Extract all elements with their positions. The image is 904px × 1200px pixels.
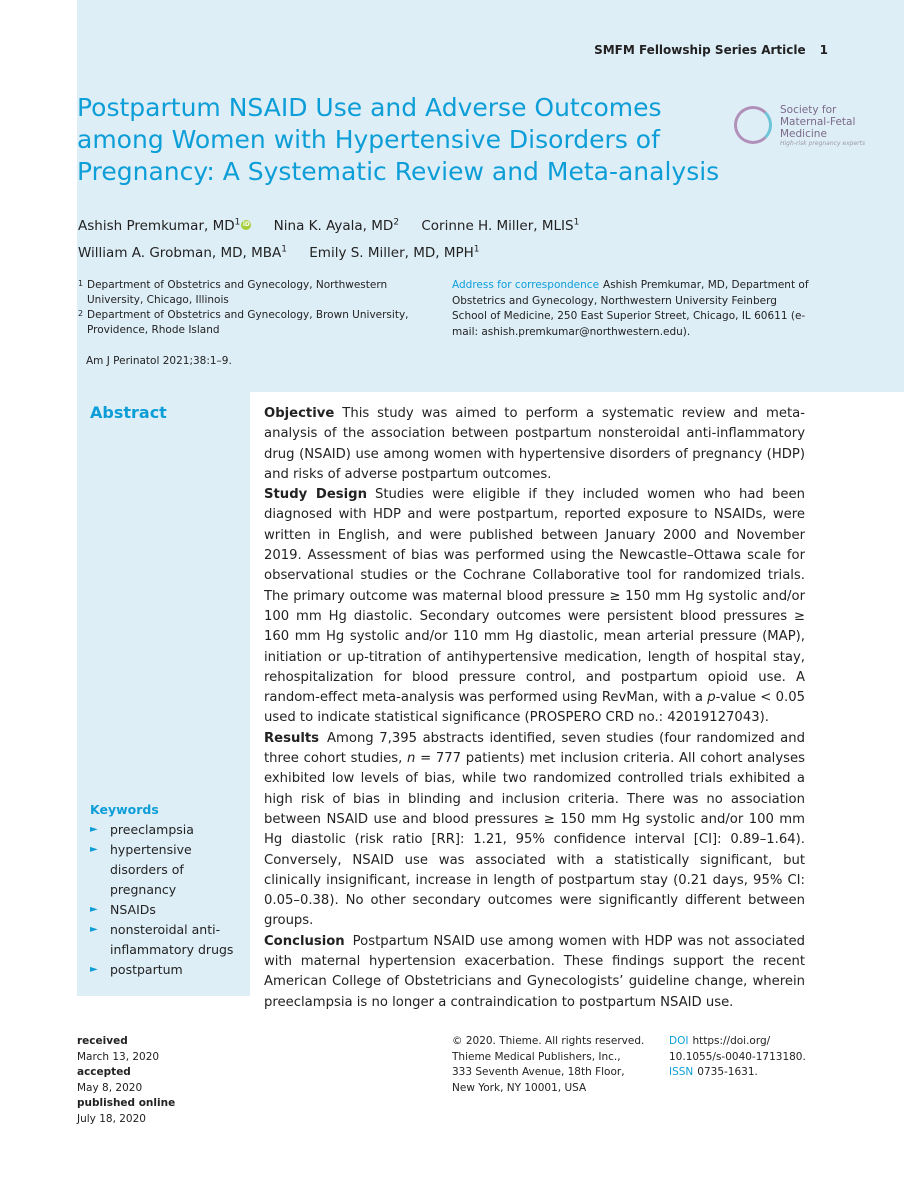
keyword-text: nonsteroidal anti-inflammatory drugs: [110, 922, 234, 957]
issn-value: 0735-1631.: [697, 1066, 758, 1078]
orcid-icon[interactable]: iD: [242, 220, 250, 228]
city-line: New York, NY 10001, USA: [452, 1081, 587, 1094]
section-text: Among 7,395 abstracts identified, seven studies (four randomized and three cohort studies,: [264, 730, 805, 767]
author-affil-sup: 2: [393, 217, 400, 227]
affiliation-text: Department of Obstetrics and Gynecology, Northwestern University, Chicago, Illinois: [87, 279, 388, 306]
author: [274, 218, 399, 234]
keyword-text: preeclampsia: [110, 822, 194, 837]
doi-link[interactable]: https://doi.org/: [692, 1035, 771, 1047]
keywords: [90, 802, 240, 980]
keyword-item: [90, 920, 240, 960]
copyright-line: © 2020. Thieme. All rights reserved.: [452, 1035, 645, 1047]
section-text: Studies were eligible if they included women who had been diagnosed with HDP and were postpartum, reported exposure to NSAIDs, were written in English, and were published between January 2000 and November 2019. Assessment of bias was performed using the Newcastle–Ottawa scale for observational studies or the Cochrane Collaborative tool for randomized trials. The primary outcome was maternal blood pressure ≥ 150 mm Hg systolic and/or 100 mm Hg diastolic. Secondary outcomes were persistent blood pressures ≥ 160 mm Hg systolic and/or 110 mm Hg diastolic, mean arterial pressure (MAP), initiation or up-titration of antihypertensive medication, length of hospital stay, rehospitalization for blood pressure control, and postpartum opioid use. A random-effect meta-analysis was performed using RevMan, with a: [264, 487, 805, 706]
doi-link-cont[interactable]: 10.1055/s-0040-1713180.: [669, 1050, 806, 1063]
logo-ring-icon: [734, 106, 772, 144]
author-list: [78, 210, 838, 265]
section-label: Study Design: [264, 487, 367, 503]
issn-label: ISSN: [669, 1066, 694, 1078]
logo-line-2: Maternal-Fetal: [780, 116, 856, 128]
address-line: 333 Seventh Avenue, 18th Floor,: [452, 1066, 625, 1078]
section-text: Postpartum NSAID use among women with HDP was not associated with maternal hypertension exacerbation. These findings support the recent American College of Obstetricians and Gynecologists’ guideline change, wherein preeclampsia is no longer a contraindication to postpartum NSAID use.: [264, 933, 805, 1010]
keyword-item: [90, 960, 240, 980]
logo-line-3: Medicine: [780, 128, 827, 140]
keyword-item: [90, 840, 240, 900]
identifiers: [669, 1034, 806, 1081]
keyword-list: [90, 820, 240, 980]
affiliation-text: Department of Obstetrics and Gynecology, Brown University, Providence, Rhode Island: [87, 309, 409, 336]
author-affil-sup: 1: [234, 217, 241, 227]
received-date: March 13, 2020: [77, 1050, 160, 1063]
abstract-objective: [264, 404, 805, 485]
author-affil-sup: 1: [281, 244, 287, 255]
abstract-heading: Abstract: [90, 403, 167, 422]
correspondence-label: Address for correspondence: [452, 279, 600, 291]
author: [309, 245, 479, 261]
section-text: This study was aimed to perform a systematic review and meta-analysis of the association between postpartum nonsteroidal anti-inflammatory drug (NSAID) use among women with hypertensive disorders of pregnancy (HDP) and risks of adverse postpartum outcomes.: [264, 406, 805, 482]
arrow-icon: ►: [90, 904, 98, 915]
italic-p: p: [707, 690, 716, 706]
affiliations: [78, 278, 418, 338]
accepted-label: accepted: [77, 1066, 131, 1078]
affiliation: [78, 308, 418, 338]
logo-line-1: Society for: [780, 104, 837, 116]
copyright-block: [452, 1034, 644, 1096]
author-name: William A. Grobman, MD, MBA: [78, 245, 282, 261]
section-label: Objective: [264, 406, 335, 421]
article-title: Postpartum NSAID Use and Adverse Outcomes among Women with Hypertensive Disorders of Pregnancy: A Systematic Review and Meta-analysis: [77, 93, 720, 186]
affiliation: [78, 278, 418, 308]
section-label: Conclusion: [264, 933, 345, 949]
abstract-body: [264, 404, 805, 1013]
arrow-icon: ►: [90, 924, 98, 935]
smfm-logo: [734, 100, 884, 152]
logo-text: [780, 104, 865, 148]
section-text: = 777 patients) met inclusion criteria. All cohort analyses exhibited low levels of bias, while two randomized controlled trials exhibited a high risk of bias in blinding and inclusion criteria. There was no association between NSAID use and blood pressures ≥ 150 mm Hg systolic and/or 100 mm Hg diastolic (risk ratio [RR]: 1.21, 95% confidence interval [CI]: 0.89–1.64). Conversely, NSAID use was associated with a statistically significant, but clinically insignificant, increase in length of postpartum stay (0.21 days, 95% CI: 0.05–0.38). No other secondary outcomes were significantly different between groups.: [264, 751, 805, 929]
publisher-line: Thieme Medical Publishers, Inc.,: [452, 1050, 621, 1063]
arrow-icon: ►: [90, 844, 98, 855]
abstract-study-design: [264, 485, 805, 729]
citation: Am J Perinatol 2021;38:1–9.: [86, 355, 232, 367]
keyword-text: hypertensive disorders of pregnancy: [110, 842, 192, 897]
author: [421, 218, 579, 234]
italic-n: n: [407, 751, 416, 767]
section-text: -value < 0.05 used to indicate statistical significance (PROSPERO CRD no.: 42019127043).: [264, 690, 805, 726]
author-name: Nina K. Ayala, MD: [273, 217, 394, 234]
doi-label: DOI: [669, 1035, 689, 1047]
logo-tagline: High-risk pregnancy experts: [780, 140, 866, 147]
author-affil-sup: 1: [473, 244, 480, 255]
author-affil-sup: 1: [573, 217, 580, 227]
arrow-icon: ►: [90, 964, 98, 975]
published-label: published online: [77, 1097, 176, 1109]
keywords-heading: Keywords: [90, 802, 159, 817]
running-head: [594, 43, 828, 57]
author: [78, 218, 251, 234]
keyword-item: [90, 900, 240, 920]
abstract-results: [264, 729, 805, 932]
accepted-date: May 8, 2020: [77, 1081, 143, 1094]
keyword-item: [90, 820, 240, 840]
keyword-text: NSAIDs: [110, 902, 156, 917]
arrow-icon: ►: [90, 824, 98, 835]
series-label: SMFM Fellowship Series Article: [594, 43, 806, 57]
affiliation-number: 1: [78, 279, 84, 288]
affiliation-number: 2: [78, 309, 84, 318]
correspondence: [452, 278, 812, 340]
received-label: received: [77, 1035, 128, 1047]
author: [78, 245, 287, 261]
page-number: 1: [819, 43, 828, 57]
author-name: Corinne H. Miller, MLIS: [421, 217, 574, 234]
published-date: July 18, 2020: [77, 1112, 146, 1125]
article-dates: [77, 1034, 175, 1127]
correspondence-text[interactable]: Ashish Premkumar, MD, Department of Obstetrics and Gynecology, Northwestern University Feinberg School of Medicine, 250 East Superior Street, Chicago, IL 60611 (e-mail: ashish.premkumar@northwestern.edu).: [452, 279, 809, 338]
section-label: Results: [264, 730, 320, 746]
keyword-text: postpartum: [110, 962, 183, 977]
abstract-conclusion: [264, 932, 805, 1013]
author-name: Emily S. Miller, MD, MPH: [309, 245, 474, 261]
author-name: Ashish Premkumar, MD: [78, 217, 235, 234]
